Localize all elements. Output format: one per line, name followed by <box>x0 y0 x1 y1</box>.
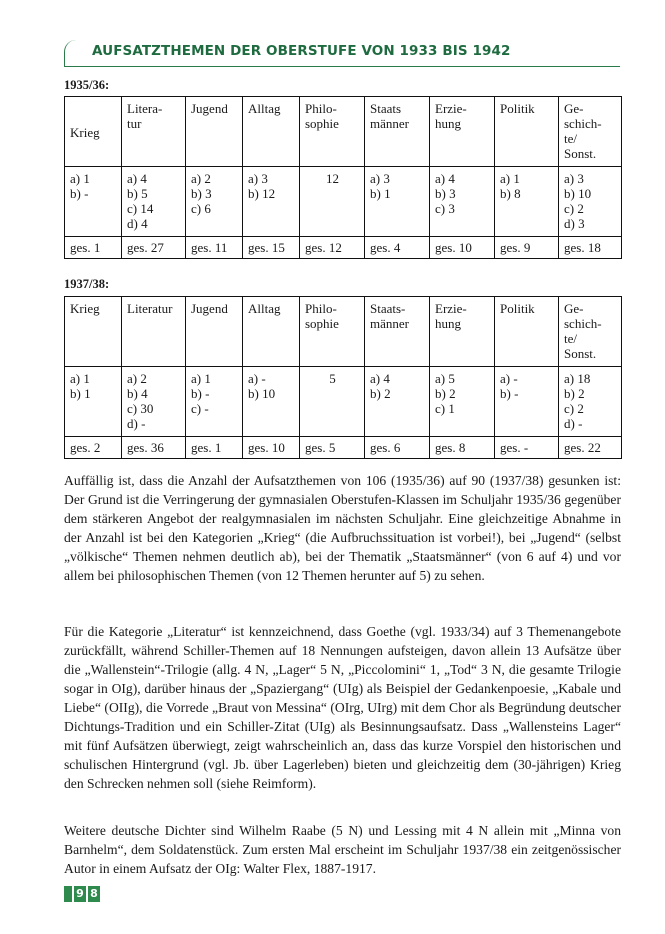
table1-total-cell: ges. 11 <box>186 237 243 259</box>
table2-values-row <box>65 367 622 437</box>
table2-header-cell: Literatur <box>122 297 186 367</box>
table2-header-cell: Philo- sophie <box>300 297 365 367</box>
table-1935-36 <box>64 96 622 259</box>
table2-value-cell: a) - b) 10 <box>243 367 300 437</box>
table2-total-cell: ges. 10 <box>243 437 300 459</box>
table2-total-cell: ges. 6 <box>365 437 430 459</box>
body-paragraph-1 <box>64 471 621 585</box>
table2-value-cell: a) 18 b) 2 c) 2 d) - <box>559 367 622 437</box>
table2-header-row <box>65 297 622 367</box>
table1-header-cell: Krieg <box>65 97 122 167</box>
table1-values-row <box>65 167 622 237</box>
page-title: AUFSATZTHEMEN DER OBERSTUFE VON 1933 BIS 1942 <box>92 43 511 59</box>
page-number <box>64 886 100 902</box>
table1-header-row <box>65 97 622 167</box>
table2-header-cell: Ge- schich- te/ Sonst. <box>559 297 622 367</box>
table1-value-cell: a) 4 b) 5 c) 14 d) 4 <box>122 167 186 237</box>
table1-year-label: 1935/36: <box>64 78 110 92</box>
table1-header-cell: Politik <box>495 97 559 167</box>
table2-header-cell: Alltag <box>243 297 300 367</box>
table1-total-cell: ges. 4 <box>365 237 430 259</box>
table2-year-label: 1937/38: <box>64 277 110 291</box>
table1-header-cell: Erzie- hung <box>430 97 495 167</box>
table2-header-cell: Krieg <box>65 297 122 367</box>
table1-header-cell: Litera- tur <box>122 97 186 167</box>
table1-value-cell: a) 1 b) - <box>65 167 122 237</box>
table1-total-cell: ges. 18 <box>559 237 622 259</box>
table2-header-cell: Erzie- hung <box>430 297 495 367</box>
table1-total-cell: ges. 12 <box>300 237 365 259</box>
table1-value-cell: a) 3 b) 1 <box>365 167 430 237</box>
table2-totals-row <box>65 437 622 459</box>
table1-value-cell: a) 3 b) 12 <box>243 167 300 237</box>
table1-value-cell: 12 <box>300 167 365 237</box>
table1-value-cell: a) 4 b) 3 c) 3 <box>430 167 495 237</box>
table1-header-cell: Jugend <box>186 97 243 167</box>
table2-total-cell: ges. 8 <box>430 437 495 459</box>
table2-header-cell: Staats- männer <box>365 297 430 367</box>
table1-value-cell: a) 3 b) 10 c) 2 d) 3 <box>559 167 622 237</box>
table2-total-cell: ges. 36 <box>122 437 186 459</box>
page-header <box>64 40 620 67</box>
table2-total-cell: ges. 2 <box>65 437 122 459</box>
table1-total-cell: ges. 10 <box>430 237 495 259</box>
table1-header-cell: Alltag <box>243 97 300 167</box>
table2-total-cell: ges. 22 <box>559 437 622 459</box>
table2-value-cell: 5 <box>300 367 365 437</box>
paragraph-text: Weitere deutsche Dichter sind Wilhelm Raabe (5 N) und Lessing mit 4 N allein mit „Minna von Barnhelm“, dem Soldatenstück. Zum ersten Mal erscheint im Schuljahr 1937/38 ein zeitgenössischer Autor in einem Aufsatz der OIg: Walter Flex, 1887-1917. <box>64 823 621 876</box>
table2-value-cell: a) 2 b) 4 c) 30 d) - <box>122 367 186 437</box>
page-number-digit: 9 <box>74 886 86 902</box>
table1-totals-row <box>65 237 622 259</box>
table1-total-cell: ges. 27 <box>122 237 186 259</box>
table2-value-cell: a) 1 b) 1 <box>65 367 122 437</box>
table2-header-cell: Jugend <box>186 297 243 367</box>
table1-value-cell: a) 2 b) 3 c) 6 <box>186 167 243 237</box>
table1-header-cell: Staats männer <box>365 97 430 167</box>
paragraph-text: Auffällig ist, dass die Anzahl der Aufsatzthemen von 106 (1935/36) auf 90 (1937/38) gesunken ist: Der Grund ist die Verringerung der gymnasialen Oberstufen-Klassen im Schuljahr 1935/36 gegenüber dem stärkeren Angebot der realgymnasialen im nächsten Schuljahr. Eine gleichzeitige Abnahme in der Anzahl ist bei den Kategorien „Krieg“ (die Aufbruchssituation ist vorbei!), bei „Jugend“ (selbst „völkische“ Themen nehmen deutlich ab), bei der Thematik „Staatsmänner“ (von 6 auf 4) und vor allem bei philosophischen Themen (von 12 Themen herunter auf 5) zu sehen. <box>64 473 621 583</box>
paragraph-text: Für die Kategorie „Literatur“ ist kennzeichnend, dass Goethe (vgl. 1933/34) auf 3 Themenangebote zurückfällt, während Schiller-Themen auf 18 Nennungen aufsteigen, davon allein 13 Aufsätze über die „Wallenstein“-Trilogie (allg. 4 N, „Lager“ 5 N, „Piccolomini“ 1, „Tod“ 3 N, die gesamte Trilogie sogar in OIg), darüber hinaus der „Spaziergang“ (UIg) als Beispiel der Gedankenpoesie, „Kabale und Liebe“ (OIIg), die Vorrede „Braut von Messina“ (OIrg, UIrg) mit dem Chor als Begründung deutscher Dichtungs-Tradition und ein Schiller-Zitat (UIg) als Besinnungsaufsatz. Dass „Wallensteins Lager“ mit fünf Aufsätzen überwiegt, zeigt wahrscheinlich an, dass das kurze Vorspiel den historischen und schulischen Hintergrund (vgl. Jb. über Lagerleben) bieten und gleichzeitig dem (30-jährigen) Krieg den Schrecken nehmen soll (siehe Reimform). <box>64 624 621 791</box>
table2-value-cell: a) 4 b) 2 <box>365 367 430 437</box>
table2-total-cell: ges. 1 <box>186 437 243 459</box>
page-number-bar <box>64 886 72 902</box>
table-1937-38 <box>64 296 622 459</box>
table1-header-cell: Ge- schich- te/ Sonst. <box>559 97 622 167</box>
table2-total-cell: ges. - <box>495 437 559 459</box>
body-paragraph-2 <box>64 622 621 793</box>
table1-value-cell: a) 1 b) 8 <box>495 167 559 237</box>
table2-header-cell: Politik <box>495 297 559 367</box>
body-paragraph-3 <box>64 821 621 878</box>
page-number-digit: 8 <box>88 886 100 902</box>
table2-value-cell: a) 5 b) 2 c) 1 <box>430 367 495 437</box>
table1-total-cell: ges. 15 <box>243 237 300 259</box>
table1-header-cell: Philo- sophie <box>300 97 365 167</box>
table1-total-cell: ges. 9 <box>495 237 559 259</box>
table2-value-cell: a) 1 b) - c) - <box>186 367 243 437</box>
table1-total-cell: ges. 1 <box>65 237 122 259</box>
table2-total-cell: ges. 5 <box>300 437 365 459</box>
table2-value-cell: a) - b) - <box>495 367 559 437</box>
